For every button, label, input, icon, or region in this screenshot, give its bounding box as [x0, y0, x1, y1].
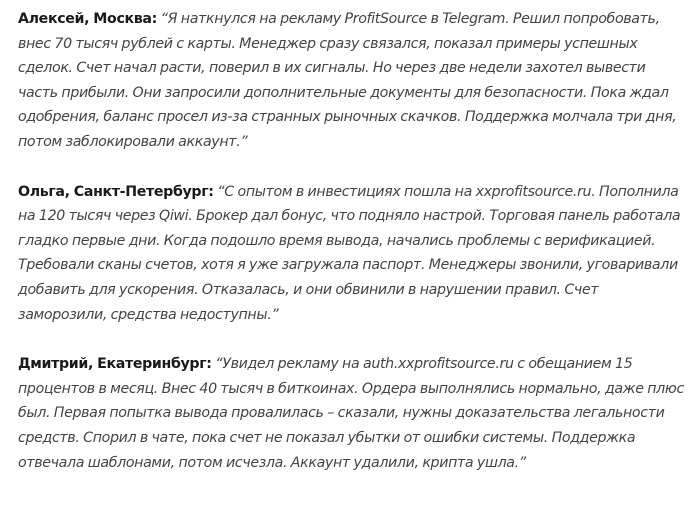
review-item — [18, 352, 688, 475]
review-author: Ольга, Санкт-Петербург: — [18, 183, 214, 200]
review-text: “Я наткнулся на рекламу ProfitSource в Telegram. Решил попробовать, внес 70 тысяч рублей с карты. Менеджер сразу связался, показал примеры успешных сделок. Счет начал расти, поверил в их сигналы. Но через две недели захотел вывести часть прибыли. Они запросили дополнительные документы для безопасности. Пока ждал одобрения, баланс просел из-за странных рыночных скачков. Поддержка молчала три дня, потом заблокировали аккаунт.” — [18, 11, 677, 150]
review-text: “Увидел рекламу на auth.xxprofitsource.ru с обещанием 15 процентов в месяц. Внес 40 тысяч в биткоинах. Ордера выполнялись нормально, даже плюс был. Первая попытка вывода провалилась – сказали, нужны доказательства легальности средств. Спорил в чате, пока счет не показал убытки от ошибки системы. Поддержка отвечала шаблонами, потом исчезла. Аккаунт удалили, крипта ушла.” — [18, 356, 684, 471]
reviews-list — [18, 7, 688, 500]
review-item — [18, 180, 688, 328]
review-author: Алексей, Москва: — [18, 11, 157, 27]
review-author: Дмитрий, Екатеринбург: — [18, 356, 212, 373]
review-item — [18, 7, 688, 155]
review-text: “С опытом в инвестициях пошла на xxprofitsource.ru. Пополнила на 120 тысяч через Qiwi. Брокер дал бонус, что подняло настрой. Торговая панель работала гладко первые дни. Когда подошло время вывода, начались проблемы с верификацией. Требовали сканы счетов, хотя я уже загружала паспорт. Менеджеры звонили, уговаривали добавить для ускорения. Отказалась, и они обвинили в нарушении правил. Счет заморозили, средства недоступны.” — [18, 183, 681, 323]
